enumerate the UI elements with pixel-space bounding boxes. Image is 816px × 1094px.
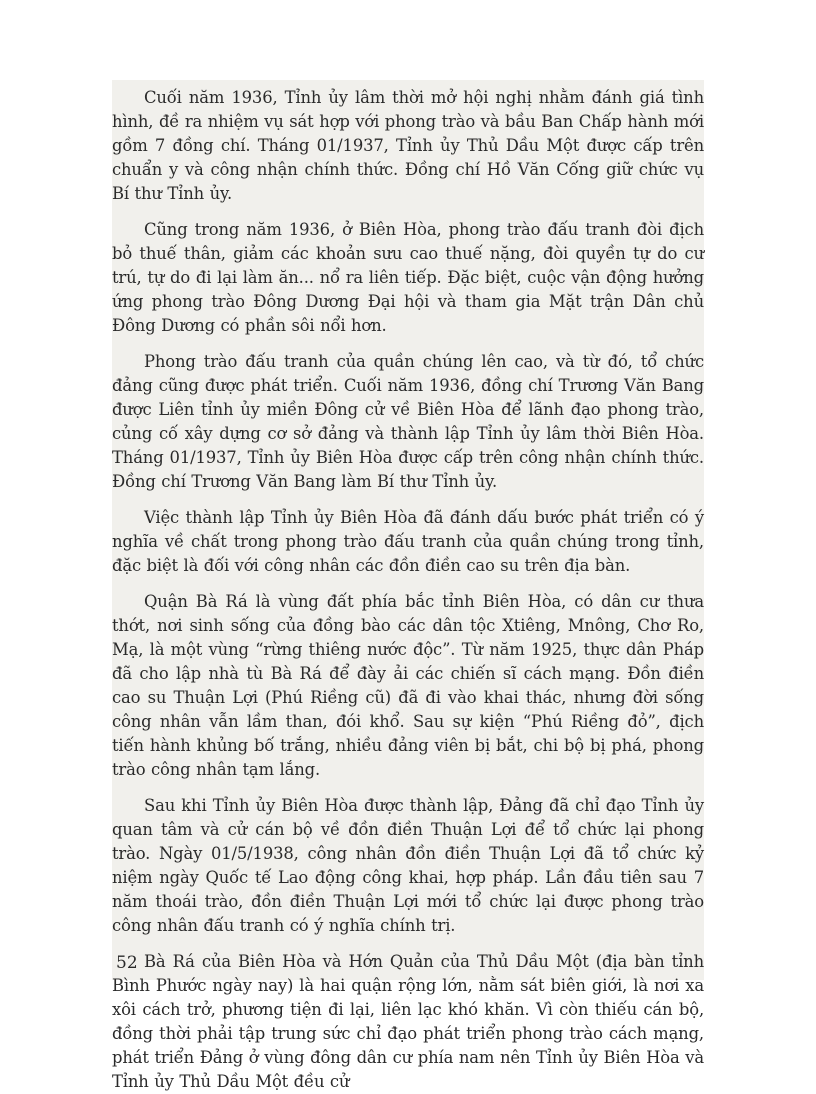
paragraph-4: Việc thành lập Tỉnh ủy Biên Hòa đã đánh dấu bước phát triển có ý nghĩa về chất trong phong trào đấu tranh của quần chúng trong tỉnh, đặc biệt là đối với công nhân các đồn điền cao su trên địa bàn. — [112, 508, 704, 575]
paragraph-7: Bà Rá của Biên Hòa và Hớn Quản của Thủ Dầu Một (địa bàn tỉnh Bình Phước ngày nay) là hai quận rộng lớn, nằm sát biên giới, là nơi xa xôi cách trở, phương tiện đi lại, liên lạc khó khăn. Vì còn thiếu cán bộ, đồng thời phải tập trung sức chỉ đạo phát triển phong trào cách mạng, phát triển Đảng ở vùng đông dân cư phía nam nên Tỉnh ủy Biên Hòa và Tỉnh ủy Thủ Dầu Một đều cử — [112, 952, 704, 1091]
paragraph-2: Cũng trong năm 1936, ở Biên Hòa, phong trào đấu tranh đòi địch bỏ thuế thân, giảm các khoản sưu cao thuế nặng, đòi quyền tự do cư trú, tự do đi lại làm ăn... nổ ra liên tiếp. Đặc biệt, cuộc vận động hưởng ứng phong trào Đông Dương Đại hội và tham gia Mặt trận Dân chủ Đông Dương có phần sôi nổi hơn. — [112, 220, 704, 335]
paragraph-5: Quận Bà Rá là vùng đất phía bắc tỉnh Biên Hòa, có dân cư thưa thớt, nơi sinh sống của đồng bào các dân tộc Xtiêng, Mnông, Chơ Ro, Mạ, là một vùng “rừng thiêng nước độc”. Từ năm 1925, thực dân Pháp đã cho lập nhà tù Bà Rá để đày ải các chiến sĩ cách mạng. Đồn điền cao su Thuận Lợi (Phú Riềng cũ) đã đi vào khai thác, nhưng đời sống công nhân vẫn lầm than, đói khổ. Sau sự kiện “Phú Riềng đỏ”, địch tiến hành khủng bố trắng, nhiều đảng viên bị bắt, chi bộ bị phá, phong trào công nhân tạm lắng. — [112, 592, 704, 779]
page-body — [112, 80, 704, 1091]
page-number: 52 — [116, 953, 138, 973]
paragraph-1: Cuối năm 1936, Tỉnh ủy lâm thời mở hội nghị nhằm đánh giá tình hình, đề ra nhiệm vụ sát hợp với phong trào và bầu Ban Chấp hành mới gồm 7 đồng chí. Tháng 01/1937, Tỉnh ủy Thủ Dầu Một được cấp trên chuẩn y và công nhận chính thức. Đồng chí Hồ Văn Cống giữ chức vụ Bí thư Tỉnh ủy. — [112, 88, 704, 203]
paragraph-6: Sau khi Tỉnh ủy Biên Hòa được thành lập, Đảng đã chỉ đạo Tỉnh ủy quan tâm và cử cán bộ về đồn điền Thuận Lợi để tổ chức lại phong trào. Ngày 01/5/1938, công nhân đồn điền Thuận Lợi đã tổ chức kỷ niệm ngày Quốc tế Lao động công khai, hợp pháp. Lần đầu tiên sau 7 năm thoái trào, đồn điền Thuận Lợi mới tổ chức lại được phong trào công nhân đấu tranh có ý nghĩa chính trị. — [112, 796, 704, 935]
paragraph-3: Phong trào đấu tranh của quần chúng lên cao, và từ đó, tổ chức đảng cũng được phát triển. Cuối năm 1936, đồng chí Trương Văn Bang được Liên tỉnh ủy miền Đông cử về Biên Hòa để lãnh đạo phong trào, củng cố xây dựng cơ sở đảng và thành lập Tỉnh ủy lâm thời Biên Hòa. Tháng 01/1937, Tỉnh ủy Biên Hòa được cấp trên công nhận chính thức. Đồng chí Trương Văn Bang làm Bí thư Tỉnh ủy. — [112, 352, 704, 491]
